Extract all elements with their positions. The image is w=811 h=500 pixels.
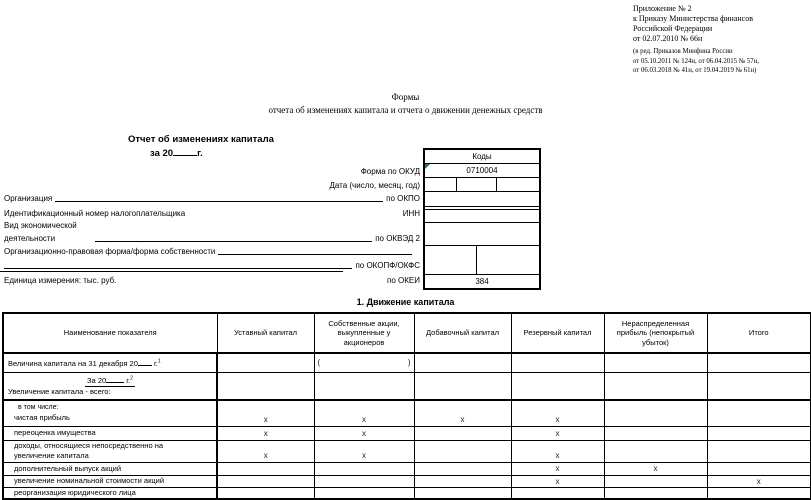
okopf-blank-field[interactable] [4, 268, 352, 269]
row-name-cell: увеличение номинальной стоимости акций [3, 475, 217, 487]
forms-title [0, 91, 811, 117]
table-row [3, 487, 811, 499]
not-applicable-cell: х [217, 400, 314, 426]
table-header-row [3, 313, 811, 353]
row-name-cell: переоценка имущества [3, 426, 217, 440]
activity-blank-field[interactable] [95, 241, 372, 242]
okopf-okfs-code-cells[interactable] [425, 246, 539, 275]
value-cell[interactable] [217, 353, 314, 372]
table-row [3, 440, 811, 462]
row-name-cell: Величина капитала на 31 декабря 20 г.$^1$ [3, 353, 217, 372]
okpo-label: по ОКПО [386, 194, 420, 203]
value-cell[interactable] [511, 487, 604, 499]
value-cell[interactable] [414, 475, 511, 487]
organization-label: Организация [4, 194, 53, 203]
value-cell[interactable] [604, 426, 707, 440]
row-name-cell: За 20 г.$^2$ Увеличение капитала - всего: [3, 372, 217, 400]
value-cell[interactable] [707, 487, 811, 499]
table-row [3, 462, 811, 475]
not-applicable-cell: х [511, 440, 604, 462]
value-cell[interactable] [217, 372, 314, 400]
value-cell[interactable] [217, 487, 314, 499]
value-cell[interactable] [217, 462, 314, 475]
row-name-cell: в том числе: чистая прибыль [3, 400, 217, 426]
report-period [150, 147, 203, 159]
value-cell[interactable] [511, 353, 604, 372]
not-applicable-cell: х [217, 426, 314, 440]
value-cell[interactable] [414, 426, 511, 440]
value-cell[interactable] [707, 353, 811, 372]
period-suffix: г. [197, 148, 203, 159]
row-name-cell: реорганизация юридического лица [3, 487, 217, 499]
col-header-retained-earnings: Нераспределенная прибыль (непокрытый убыток) [604, 313, 707, 353]
legal-form-row [4, 244, 420, 256]
activity-label-line2: деятельности [4, 234, 56, 243]
okud-code-value: 0710004 [466, 166, 498, 175]
not-applicable-cell: х [511, 400, 604, 426]
okei-label: по ОКЕИ [387, 276, 420, 285]
value-cell[interactable] [604, 487, 707, 499]
not-applicable-cell: х [314, 426, 414, 440]
okved-code-cell[interactable] [425, 223, 539, 246]
value-cell[interactable] [511, 372, 604, 400]
inn-name-label: Идентификационный номер налогоплательщика [4, 209, 186, 218]
inn-code-cell[interactable] [425, 210, 539, 223]
forms-title-line1: Формы [391, 92, 420, 102]
form-okud-label: Форма по ОКУД [360, 167, 420, 176]
year-blank-field[interactable] [173, 147, 197, 156]
value-cell-parentheses: ( ) [314, 353, 414, 372]
table-row [3, 426, 811, 440]
capital-movement-table [2, 312, 811, 500]
date-code-cells[interactable] [425, 178, 539, 192]
codes-box [423, 148, 541, 290]
table-row [3, 372, 811, 400]
not-applicable-cell: х [414, 400, 511, 426]
value-cell[interactable] [314, 487, 414, 499]
value-cell[interactable] [217, 475, 314, 487]
value-cell[interactable] [604, 353, 707, 372]
value-cell[interactable] [414, 372, 511, 400]
col-header-own-shares: Собственные акции, выкупленные у акционеров [314, 313, 414, 353]
organization-row [4, 191, 420, 203]
value-cell[interactable] [314, 372, 414, 400]
period-prefix: за 20 [150, 148, 174, 159]
okud-code-cell[interactable] [425, 164, 539, 178]
table-row [3, 400, 811, 426]
inn-row [4, 206, 420, 218]
okpo-code-cell[interactable] [425, 192, 539, 207]
value-cell[interactable] [707, 400, 811, 426]
appendix-amendments: (в ред. Приказов Минфина России от 05.10.2011 № 124н, от 06.04.2015 № 57н, от 06.03.2018 № 41н, от 19.04.2019 № 61н) [633, 48, 760, 74]
not-applicable-cell: х [217, 440, 314, 462]
value-cell[interactable] [414, 462, 511, 475]
value-cell[interactable] [604, 440, 707, 462]
value-cell[interactable] [707, 462, 811, 475]
excel-corner-marker-icon [425, 164, 430, 169]
okved-label: по ОКВЭД 2 [375, 234, 420, 243]
value-cell[interactable] [707, 426, 811, 440]
okopf-row [4, 258, 420, 270]
value-cell[interactable] [414, 440, 511, 462]
inn-label: ИНН [402, 209, 420, 218]
not-applicable-cell: х [511, 475, 604, 487]
col-header-indicator: Наименование показателя [3, 313, 217, 353]
row-name-cell: дополнительный выпуск акций [3, 462, 217, 475]
value-cell[interactable] [707, 440, 811, 462]
not-applicable-cell: х [707, 475, 811, 487]
value-cell[interactable] [314, 475, 414, 487]
value-cell[interactable] [414, 487, 511, 499]
table-row [3, 475, 811, 487]
value-cell[interactable] [314, 462, 414, 475]
forms-title-line2: отчета об изменениях капитала и отчета о движении денежных средств [268, 105, 543, 115]
unit-row [4, 273, 420, 285]
col-header-charter-capital: Уставный капитал [217, 313, 314, 353]
page-title: Отчет об изменениях капитала [128, 134, 274, 145]
value-cell[interactable] [707, 372, 811, 400]
col-header-reserve-capital: Резервный капитал [511, 313, 604, 353]
appendix-line: Приложение № 2 [633, 4, 692, 13]
value-cell[interactable] [414, 353, 511, 372]
not-applicable-cell: х [511, 426, 604, 440]
not-applicable-cell: х [314, 440, 414, 462]
value-cell[interactable] [604, 372, 707, 400]
col-header-additional-capital: Добавочный капитал [414, 313, 511, 353]
appendix-line: к Приказу Министерства финансов [633, 14, 753, 23]
value-cell[interactable] [604, 475, 707, 487]
legal-form-label: Организационно-правовая форма/форма собственности [4, 247, 216, 256]
appendix-header [633, 4, 811, 76]
appendix-line: Российской Федерации [633, 24, 713, 33]
activity-row [4, 231, 420, 243]
codes-header: Коды [425, 150, 539, 164]
legal-form-blank-field[interactable] [218, 254, 412, 255]
not-applicable-cell: х [314, 400, 414, 426]
col-header-total: Итого [707, 313, 811, 353]
capital-table-body [3, 353, 811, 499]
date-label: Дата (число, месяц, год) [329, 181, 420, 190]
appendix-line: от 02.07.2010 № 66н [633, 34, 703, 43]
divider-rule [0, 271, 343, 272]
unit-label: Единица измерения: тыс. руб. [4, 276, 117, 285]
value-cell[interactable] [604, 400, 707, 426]
okei-code-cell[interactable]: 384 [475, 277, 489, 286]
activity-label-line1: Вид экономической [4, 221, 77, 230]
organization-blank-field[interactable] [55, 201, 383, 202]
okopf-label: по ОКОПФ/ОКФС [355, 261, 420, 270]
table-row [3, 353, 811, 372]
row-name-cell: доходы, относящиеся непосредственно на увеличение капитала [3, 440, 217, 462]
not-applicable-cell: х [511, 462, 604, 475]
not-applicable-cell: х [604, 462, 707, 475]
section-title: 1. Движение капитала [356, 297, 455, 307]
